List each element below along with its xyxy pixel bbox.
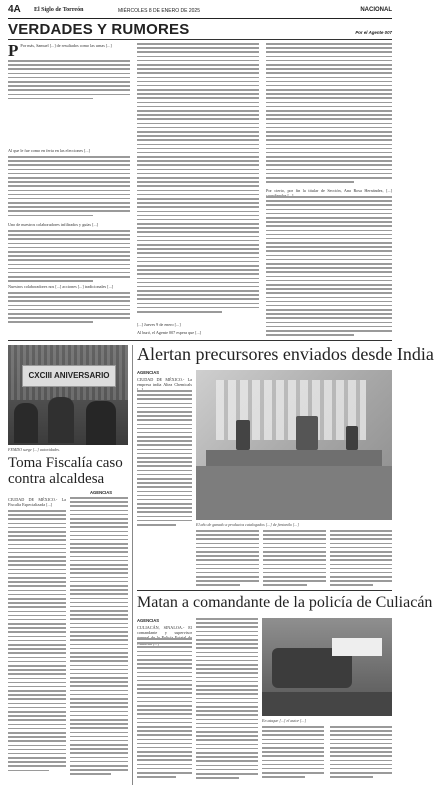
story2-caption: FEMDO surge [...] autoridades. — [8, 447, 60, 452]
story1-headline: Alertan precursores enviados desde India — [137, 344, 434, 364]
protest-photo — [8, 345, 128, 445]
aniversario-sign: CXCIII ANIVERSARIO — [22, 365, 116, 387]
story2-agency: AGENCIAS — [90, 490, 113, 495]
story3-col3-text — [262, 726, 324, 780]
section-name: NACIONAL — [360, 7, 392, 13]
story1-col2-text — [196, 530, 259, 589]
lab-photo — [196, 370, 392, 520]
story2-lead: CIUDAD DE MÉXICO.- La Fiscalía Especializada [...] — [8, 497, 66, 508]
story2-headline: Toma Fiscalía caso contra alcaldesa — [8, 455, 123, 487]
story3-caption: En ataque [...] el autor [...] — [262, 718, 307, 723]
col1-text-block2 — [8, 156, 130, 219]
story3-col4-text — [330, 726, 392, 780]
column-agent-line: Al buró, el Agente 007 espera que [...] — [137, 330, 202, 335]
column-col3-para: Por cierto, por fin la titular de Sección, Ana Rosa Hernández, [...] — [266, 188, 392, 193]
story3-headline: Matan a comandante de la policía de Culiacán — [137, 594, 433, 611]
crime-scene-photo — [262, 618, 392, 716]
story1-col1-text — [137, 390, 192, 528]
page-header — [8, 4, 392, 19]
column-title: VERDADES Y RUMORES — [8, 21, 190, 38]
column-author: Por el Agente 007 — [355, 30, 392, 35]
col2-text-block — [137, 43, 259, 315]
dropcap: P — [8, 41, 19, 60]
column-col1 — [8, 43, 130, 59]
col1-text-block4 — [8, 292, 130, 326]
story1-lead: CIUDAD DE MÉXICO.- La empresa india Altea Chemicals — [137, 377, 192, 388]
issue-date: MIÉRCOLES 8 DE ENERO DE 2025 — [118, 7, 200, 14]
newspaper-name: El Siglo de Torreón — [34, 7, 84, 13]
col3-text-block — [266, 43, 392, 185]
story1-agency: AGENCIAS — [137, 370, 160, 375]
col1-text-block — [8, 60, 130, 102]
story1-col4-text — [330, 530, 392, 589]
column-para3: Uno de nuestros colaboradores infiltrados y guías [...] — [8, 222, 99, 227]
story3-lead: CULIACÁN, SINALOA.- El comandante y supervisor — [137, 625, 192, 636]
story1-col3-text — [263, 530, 326, 589]
column-para2: Al que le fue como en feria en las elecciones [...] — [8, 148, 90, 153]
column-col2-para: [...] Jueves 9 de enero [...] — [137, 322, 181, 327]
story3-col1-text — [137, 638, 192, 780]
story2-col2-text — [70, 497, 128, 778]
column-para1: Por más, Samuel [...] de resultados como las urnas [...] — [20, 43, 112, 48]
page-number: 4A — [8, 4, 21, 15]
col3-text-block2 — [266, 196, 392, 338]
column-para4: Nuestros colaboradores nos [...] acciones [...] tradicionales [...] — [8, 284, 114, 289]
story2-col1-text — [8, 510, 66, 774]
story3-col2-text — [196, 618, 258, 781]
col1-text-block3 — [8, 230, 130, 284]
story3-agency: AGENCIAS — [137, 618, 160, 623]
story1-caption: El año de ganado a productos catalogados [...] de fentanilo [...] — [196, 522, 299, 527]
